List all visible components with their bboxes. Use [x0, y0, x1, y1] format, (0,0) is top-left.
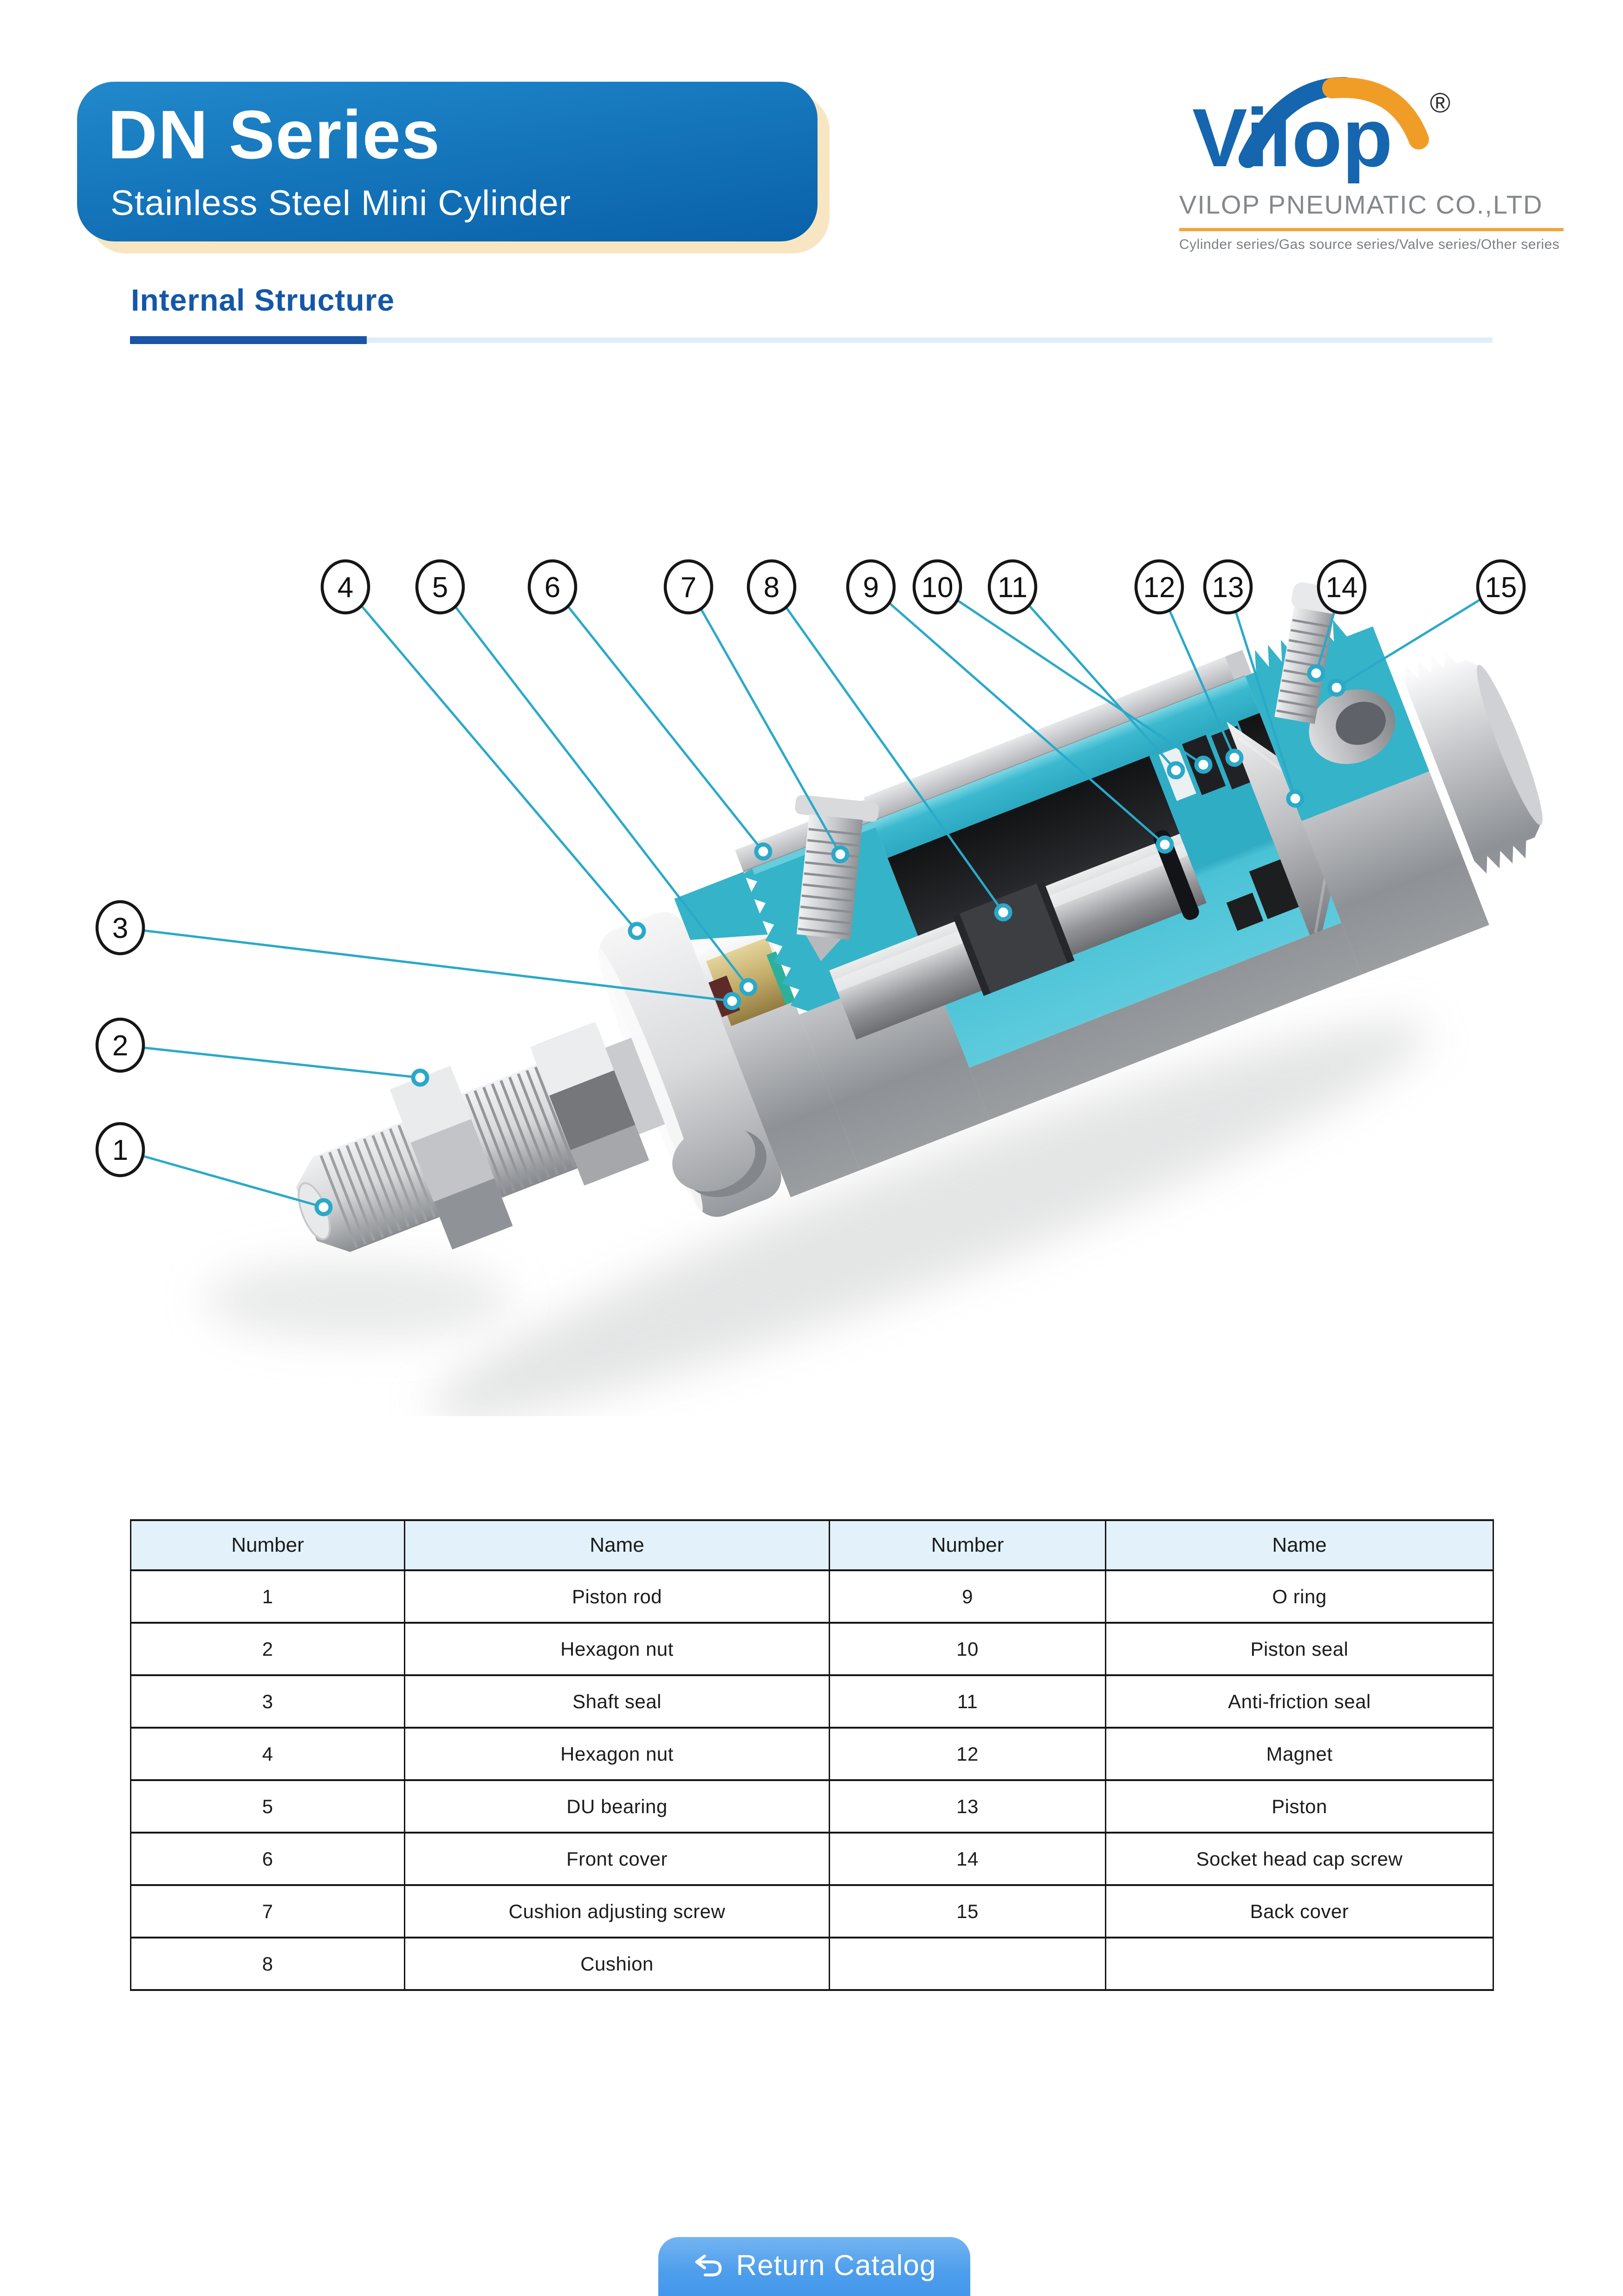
return-arrow-icon — [692, 2250, 725, 2282]
cell-name: Piston rod — [405, 1570, 830, 1623]
cell-number — [830, 1938, 1106, 1990]
svg-text:9: 9 — [863, 572, 879, 604]
svg-text:2: 2 — [112, 1030, 129, 1062]
cell-number: 9 — [830, 1570, 1106, 1623]
internal-structure-diagram — [70, 557, 1555, 1416]
cell-number: 10 — [830, 1623, 1106, 1675]
callout-5 — [417, 561, 463, 613]
cell-name: DU bearing — [405, 1780, 830, 1833]
cell-number: 2 — [131, 1623, 405, 1675]
cell-name: Piston — [1106, 1780, 1493, 1833]
cell-number: 3 — [131, 1675, 405, 1728]
logo-tagline: Cylinder series/Gas source series/Valve series/Other series — [1179, 237, 1560, 252]
registered-mark: ® — [1430, 87, 1451, 118]
callout-2 — [97, 1019, 143, 1071]
callout-12 — [1136, 561, 1182, 613]
series-title: DN Series — [108, 97, 441, 173]
header-number-1: Number — [131, 1520, 405, 1570]
svg-text:10: 10 — [921, 572, 954, 604]
table-row — [131, 1623, 1493, 1675]
series-banner — [77, 82, 818, 241]
cell-name: Socket head cap screw — [1106, 1833, 1493, 1885]
svg-text:13: 13 — [1212, 572, 1244, 604]
cell-number: 14 — [830, 1833, 1106, 1885]
svg-text:3: 3 — [112, 912, 129, 944]
table-row — [131, 1570, 1493, 1623]
callout-6 — [529, 561, 576, 613]
callout-13 — [1205, 561, 1251, 613]
cell-name: Piston seal — [1106, 1623, 1493, 1675]
cell-number: 6 — [131, 1833, 405, 1885]
logo-wordmark: Vilop — [1192, 91, 1393, 184]
callout-14 — [1318, 561, 1365, 613]
series-subtitle: Stainless Steel Mini Cylinder — [110, 183, 571, 223]
cell-number: 8 — [131, 1938, 405, 1990]
return-catalog-button[interactable] — [658, 2237, 970, 2296]
cell-number: 5 — [131, 1780, 405, 1833]
svg-text:6: 6 — [544, 572, 561, 604]
table-row — [131, 1885, 1493, 1938]
cell-name: Cushion adjusting screw — [405, 1885, 830, 1938]
svg-text:8: 8 — [763, 572, 780, 604]
table-row — [131, 1938, 1493, 1990]
cell-name: Hexagon nut — [405, 1728, 830, 1780]
section-title: Internal Structure — [131, 283, 395, 317]
svg-text:7: 7 — [680, 572, 697, 604]
svg-text:4: 4 — [337, 572, 354, 604]
header-name-2: Name — [1106, 1520, 1493, 1570]
cell-name: Anti-friction seal — [1106, 1675, 1493, 1728]
cell-name: Back cover — [1106, 1885, 1493, 1938]
logo-divider — [1179, 228, 1564, 231]
svg-text:12: 12 — [1143, 572, 1175, 604]
header-name-1: Name — [405, 1520, 830, 1570]
logo-graphic — [1179, 70, 1569, 187]
cell-number: 12 — [830, 1728, 1106, 1780]
table-row — [131, 1780, 1493, 1833]
header-number-2: Number — [830, 1520, 1106, 1570]
callout-11 — [989, 561, 1036, 613]
callout-8 — [748, 561, 795, 613]
section-rule-light — [367, 338, 1493, 343]
callout-7 — [665, 561, 712, 613]
cell-number: 4 — [131, 1728, 405, 1780]
callout-4 — [322, 561, 369, 613]
company-name: VILOP PNEUMATIC CO.,LTD — [1179, 190, 1543, 219]
callout-15 — [1478, 561, 1524, 613]
cell-name: Cushion — [405, 1938, 830, 1990]
cell-name: Magnet — [1106, 1728, 1493, 1780]
cell-number: 13 — [830, 1780, 1106, 1833]
cell-number: 7 — [131, 1885, 405, 1938]
svg-text:1: 1 — [112, 1134, 129, 1166]
cell-number: 15 — [830, 1885, 1106, 1938]
section-rule-dark — [130, 336, 367, 344]
cell-name — [1106, 1938, 1493, 1990]
table-row — [131, 1675, 1493, 1728]
callout-10 — [914, 561, 961, 613]
callout-3 — [97, 902, 143, 954]
table-row — [131, 1833, 1493, 1885]
return-button-label: Return Catalog — [736, 2250, 936, 2282]
cell-name: Hexagon nut — [405, 1623, 830, 1675]
logo-mark — [1179, 70, 1569, 187]
callout-1 — [97, 1124, 143, 1176]
cell-number: 1 — [131, 1570, 405, 1623]
svg-text:5: 5 — [432, 572, 448, 604]
cell-number: 11 — [830, 1675, 1106, 1728]
svg-text:14: 14 — [1325, 572, 1358, 604]
callout-9 — [848, 561, 894, 613]
brand-logo — [1179, 70, 1569, 253]
parts-table — [130, 1519, 1494, 1991]
cell-name: Front cover — [405, 1833, 830, 1885]
cell-name: O ring — [1106, 1570, 1493, 1623]
svg-text:15: 15 — [1485, 572, 1517, 604]
cell-name: Shaft seal — [405, 1675, 830, 1728]
svg-text:11: 11 — [997, 572, 1028, 604]
table-header-row — [131, 1520, 1493, 1570]
table-row — [131, 1728, 1493, 1780]
